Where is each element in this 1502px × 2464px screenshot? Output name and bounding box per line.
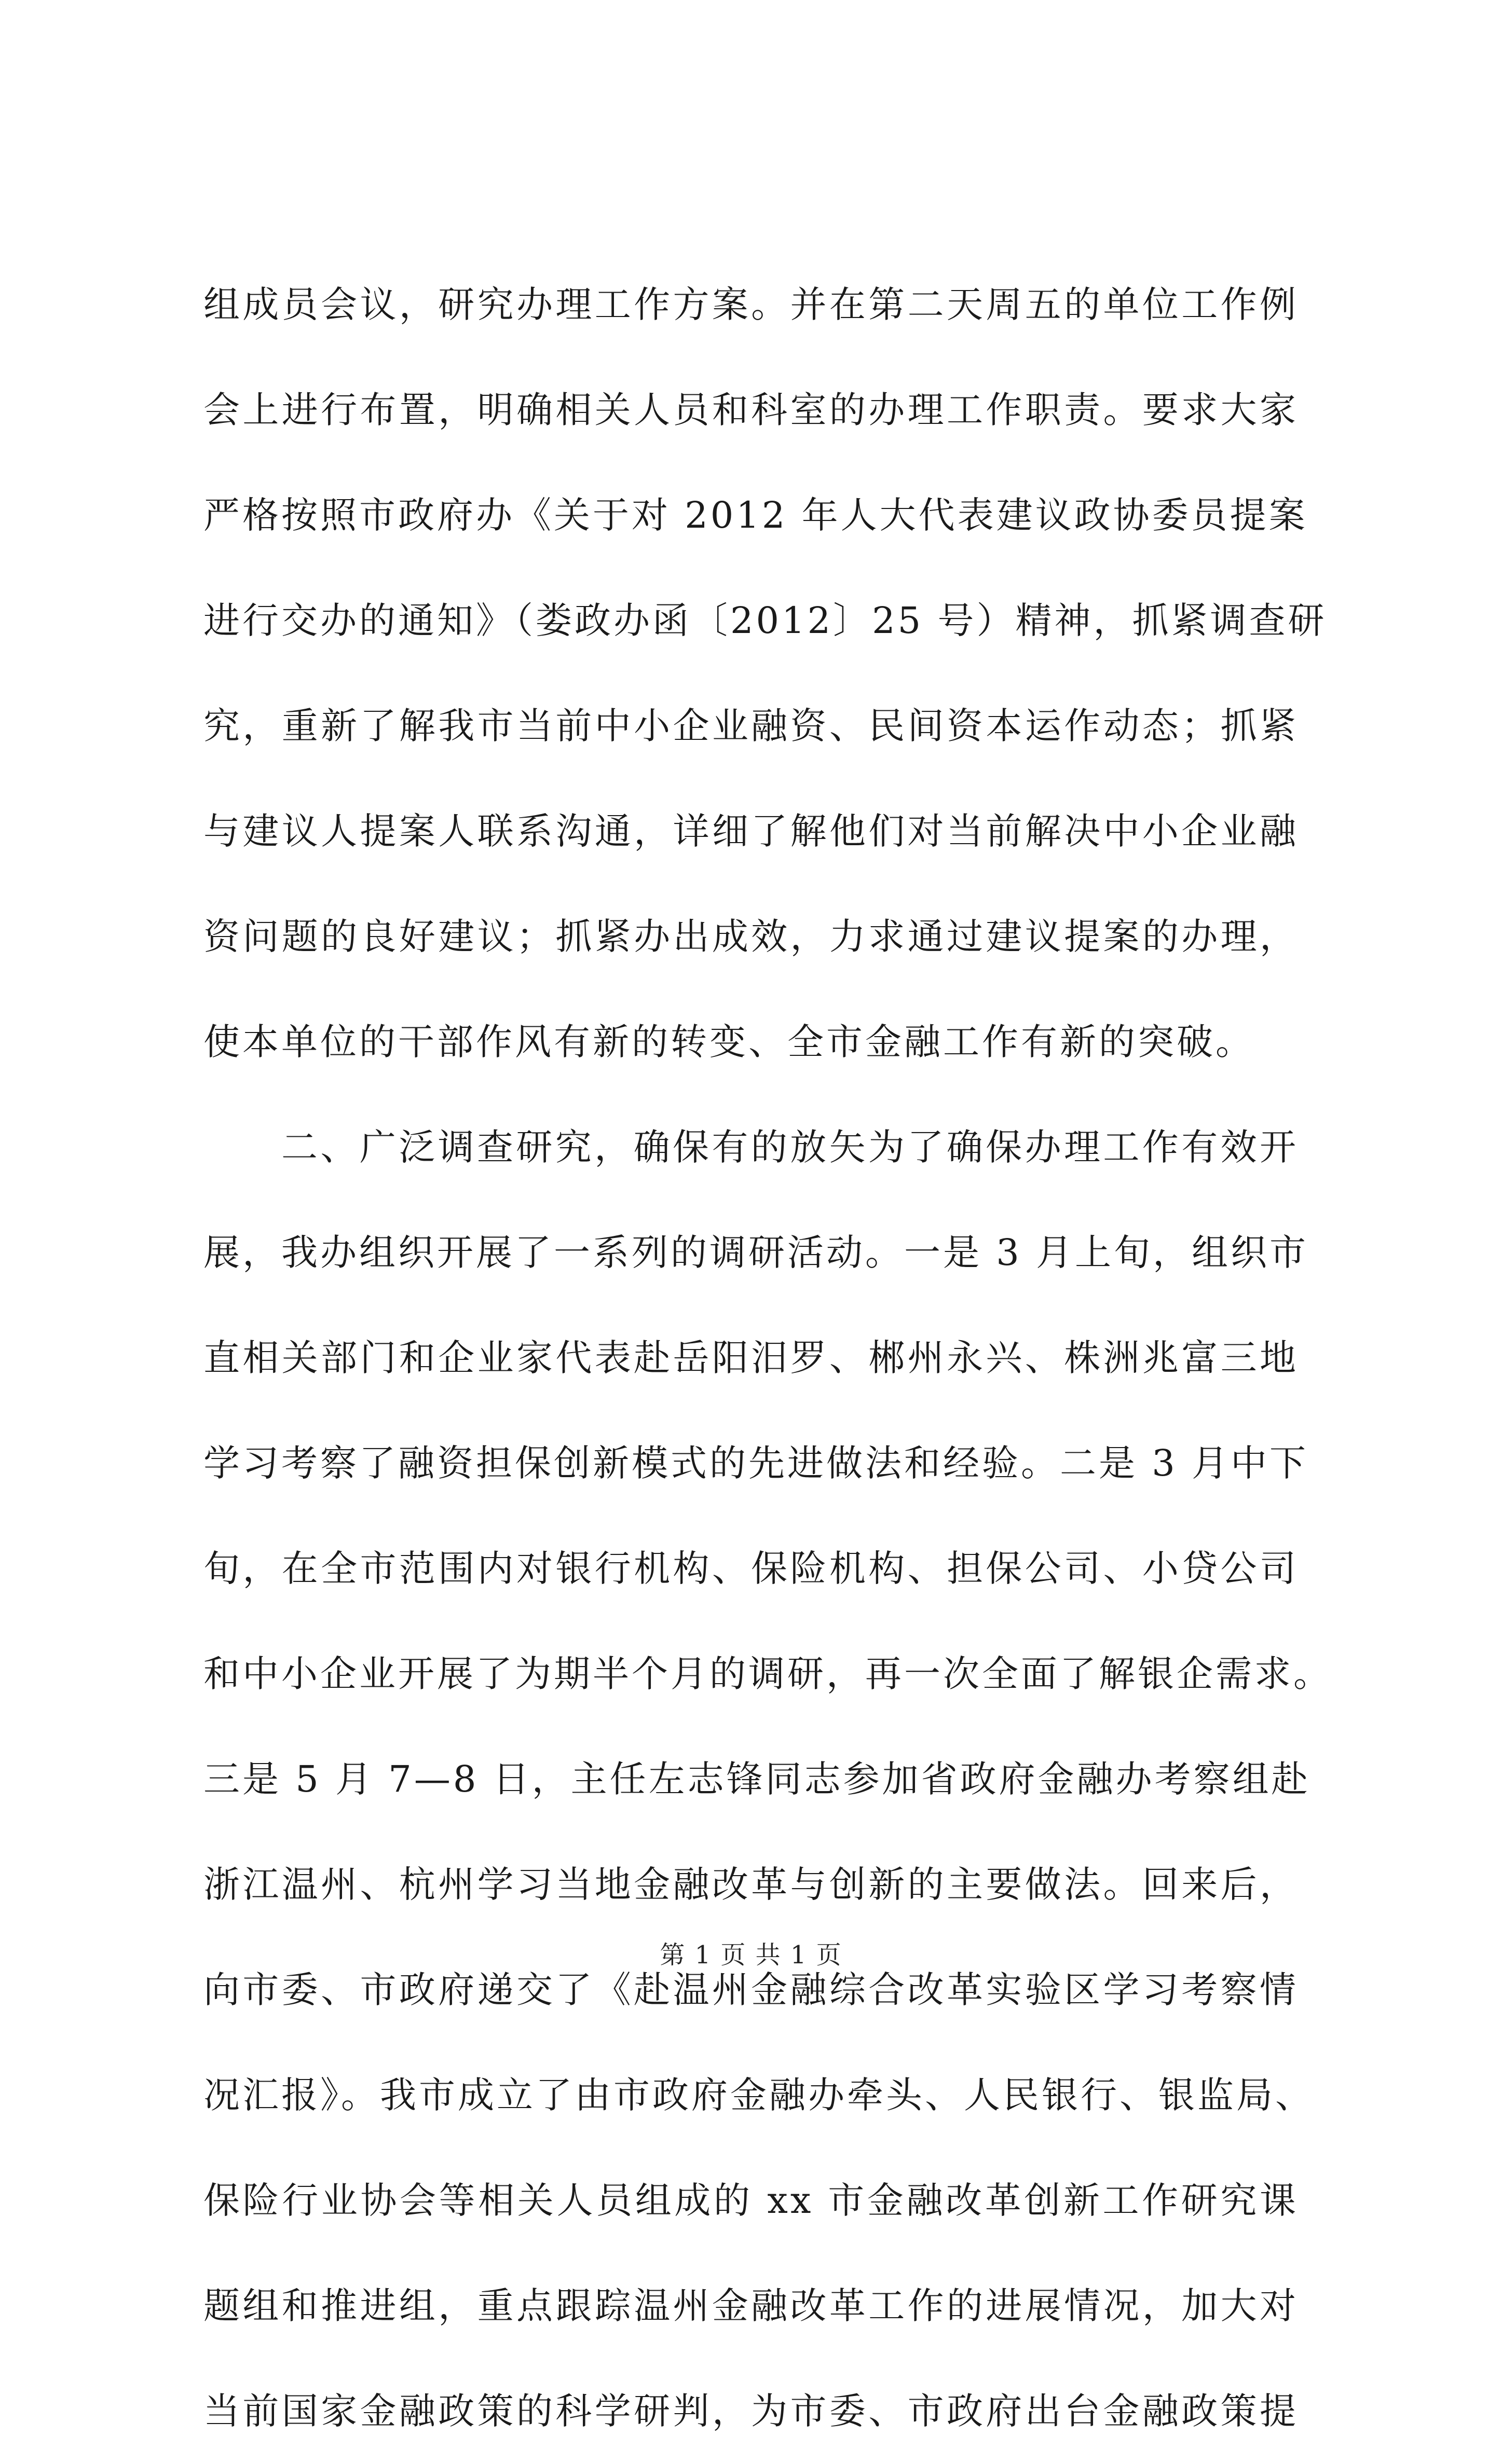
text-line: 浙江温州、杭州学习当地金融改革与创新的主要做法。回来后，	[203, 1863, 1299, 1906]
text-line: 组成员会议，研究办理工作方案。并在第二天周五的单位工作例	[203, 283, 1299, 326]
text-line: 题组和推进组，重点跟踪温州金融改革工作的进展情况，加大对	[203, 2284, 1299, 2327]
text-line: 会上进行布置，明确相关人员和科室的办理工作职责。要求大家	[203, 389, 1299, 431]
text-line: 向市委、市政府递交了《赴温州金融综合改革实验区学习考察情	[203, 1969, 1299, 2011]
paragraph-end-line: 使本单位的干部作风有新的转变、全市金融工作有新的突破。	[203, 1021, 1254, 1063]
text-line: 三是 5 月 7—8 日，主任左志锋同志参加省政府金融办考察组赴	[203, 1758, 1310, 1800]
text-line: 和中小企业开展了为期半个月的调研，再一次全面了解银企需求。	[203, 1653, 1332, 1695]
section-heading-line: 二、广泛调查研究，确保有的放矢为了确保办理工作有效开	[281, 1126, 1299, 1168]
text-line: 当前国家金融政策的科学研判，为市委、市政府出台金融政策提	[203, 2390, 1299, 2432]
page-number-footer: 第 1 页 共 1 页	[660, 1940, 842, 1970]
text-line: 直相关部门和企业家代表赴岳阳汨罗、郴州永兴、株洲兆富三地	[203, 1337, 1299, 1379]
text-line: 进行交办的通知》（娄政办函〔2012〕25 号）精神，抓紧调查研	[203, 599, 1327, 642]
text-line: 旬，在全市范围内对银行机构、保险机构、担保公司、小贷公司	[203, 1547, 1299, 1590]
text-line: 展，我办组织开展了一系列的调研活动。一是 3 月上旬，组织市	[203, 1231, 1309, 1274]
body-text	[203, 252, 1332, 2464]
text-line: 与建议人提案人联系沟通，详细了解他们对当前解决中小企业融	[203, 810, 1299, 852]
text-line: 资问题的良好建议；抓紧办出成效，力求通过建议提案的办理，	[203, 915, 1299, 958]
text-line: 学习考察了融资担保创新模式的先进做法和经验。二是 3 月中下	[203, 1442, 1309, 1484]
text-line: 究，重新了解我市当前中小企业融资、民间资本运作动态；抓紧	[203, 705, 1299, 747]
text-line: 严格按照市政府办《关于对 2012 年人大代表建议政协委员提案	[203, 494, 1308, 536]
text-line: 保险行业协会等相关人员组成的 xx 市金融改革创新工作研究课	[203, 2179, 1299, 2222]
text-line: 况汇报》。我市成立了由市政府金融办牵头、人民银行、银监局、	[203, 2074, 1314, 2116]
